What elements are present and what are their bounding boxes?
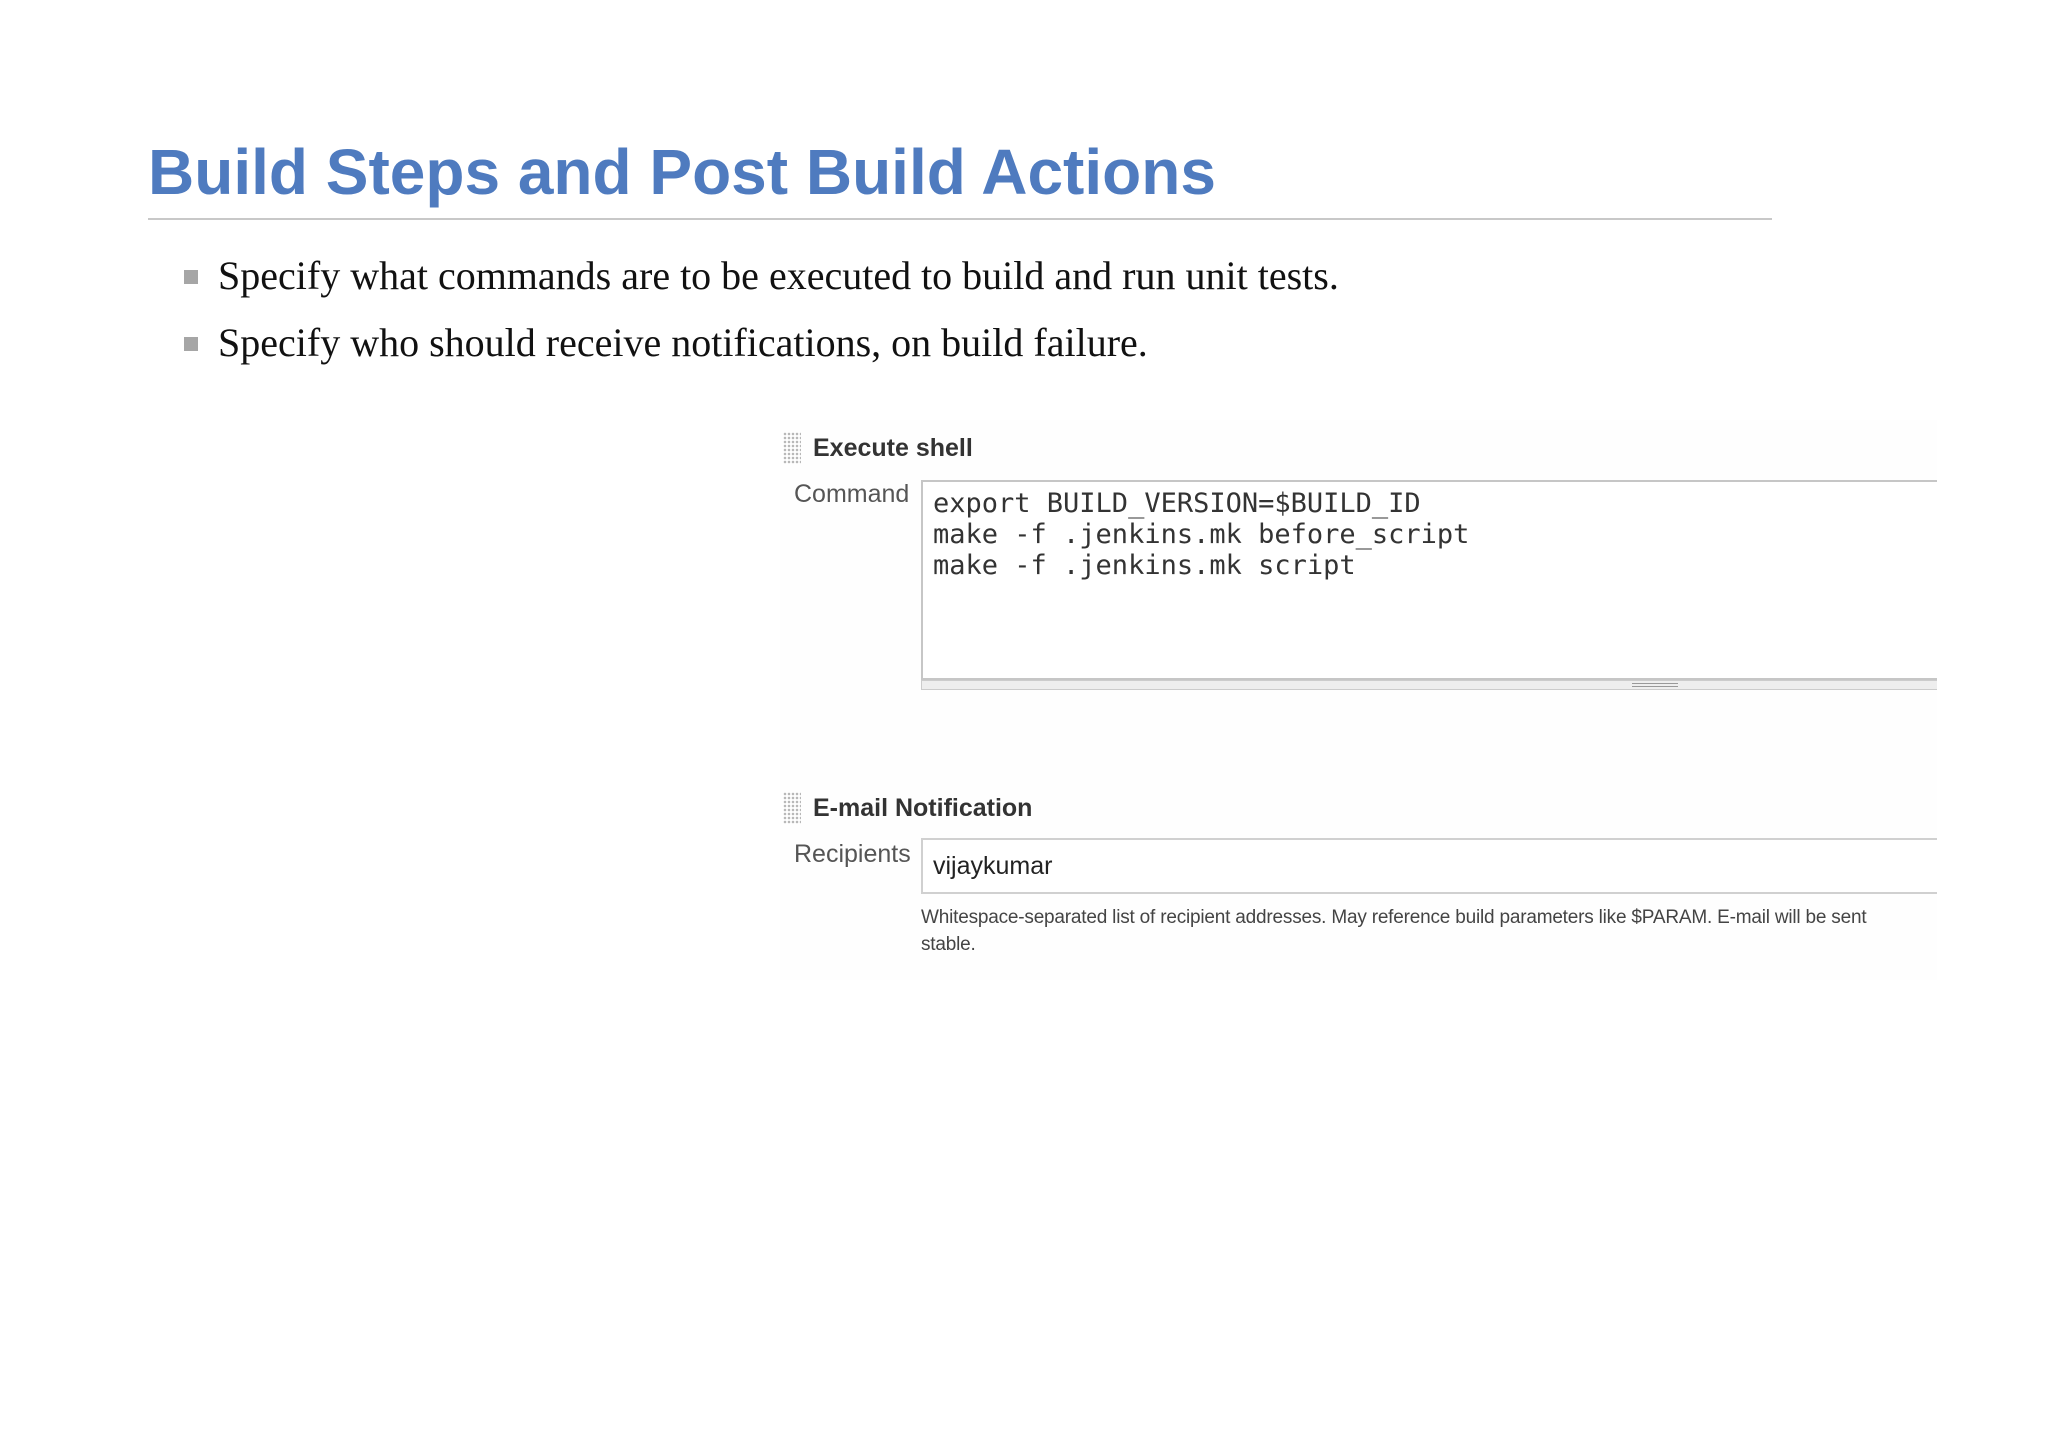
recipients-label: Recipients bbox=[794, 840, 911, 868]
drag-handle-icon[interactable] bbox=[783, 792, 801, 824]
help-text-line: stable. bbox=[921, 934, 976, 955]
square-bullet-icon bbox=[184, 337, 198, 351]
command-textarea[interactable] bbox=[921, 480, 1937, 680]
slide-title: Build Steps and Post Build Actions bbox=[148, 136, 1216, 208]
bullet-text: Specify what commands are to be executed to build and run unit tests. bbox=[218, 253, 1339, 298]
email-notification-title: E-mail Notification bbox=[813, 794, 1033, 822]
textarea-resize-handle[interactable] bbox=[921, 680, 1937, 690]
title-divider bbox=[148, 218, 1772, 220]
jenkins-config-screenshot bbox=[780, 420, 1937, 980]
execute-shell-title: Execute shell bbox=[813, 434, 973, 462]
resize-grip-icon bbox=[1632, 683, 1678, 687]
square-bullet-icon bbox=[184, 270, 198, 284]
command-label: Command bbox=[794, 480, 910, 508]
drag-handle-icon[interactable] bbox=[783, 432, 801, 464]
bullet-text: Specify who should receive notifications, on build failure. bbox=[218, 320, 1148, 365]
recipients-input[interactable] bbox=[921, 838, 1937, 894]
help-text-line: Whitespace-separated list of recipient addresses. May reference build parameters like $PARAM. E-mail will be sent bbox=[921, 907, 1867, 928]
recipients-help-text bbox=[921, 904, 1937, 958]
